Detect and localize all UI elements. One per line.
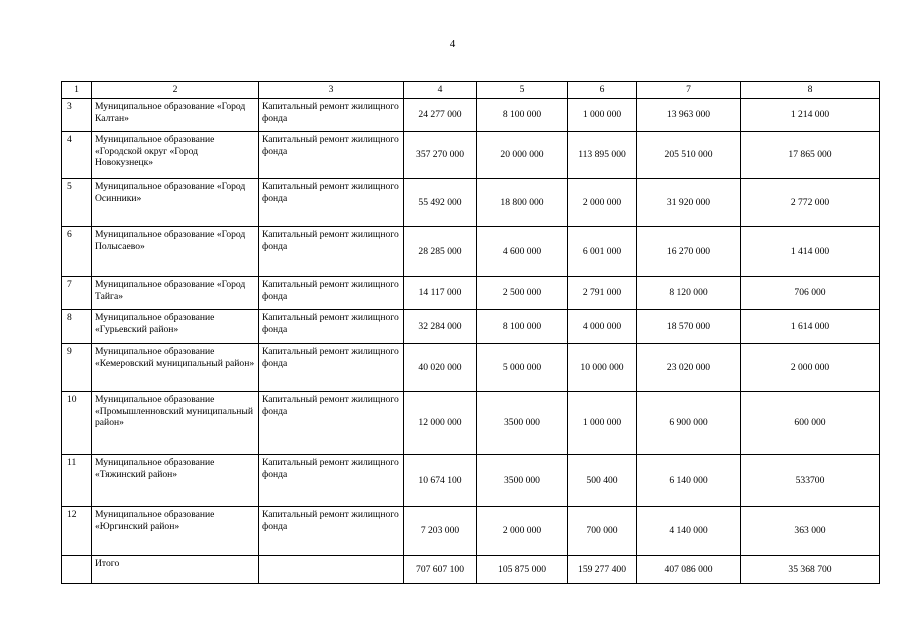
- value-col-4: 40 020 000: [404, 344, 477, 392]
- value-col-7: 8 120 000: [637, 277, 741, 310]
- value-col-7: 16 270 000: [637, 227, 741, 277]
- value-col-6: 500 400: [568, 455, 637, 507]
- value-col-7: 23 020 000: [637, 344, 741, 392]
- value-col-5: 2 000 000: [477, 507, 568, 556]
- value-col-8: 17 865 000: [741, 132, 880, 179]
- row-number: 6: [62, 227, 92, 277]
- value-col-8: 533700: [741, 455, 880, 507]
- value-col-8: 2 772 000: [741, 179, 880, 227]
- page-number: 4: [449, 38, 456, 50]
- value-col-5: 2 500 000: [477, 277, 568, 310]
- value-col-6: 1 000 000: [568, 99, 637, 132]
- table-row: [62, 132, 880, 179]
- row-number: 5: [62, 179, 92, 227]
- value-col-5: 3500 000: [477, 392, 568, 455]
- value-col-5: 20 000 000: [477, 132, 568, 179]
- table-header-row: [62, 82, 880, 99]
- value-col-5: 5 000 000: [477, 344, 568, 392]
- value-col-7: 4 140 000: [637, 507, 741, 556]
- municipality-name: Муниципальное образование «Промышленновский муниципальный район»: [92, 392, 259, 455]
- value-col-7: 13 963 000: [637, 99, 741, 132]
- municipality-name: Муниципальное образование «Кемеровский муниципальный район»: [92, 344, 259, 392]
- table-row: [62, 344, 880, 392]
- row-number: 4: [62, 132, 92, 179]
- budget-table: [61, 81, 880, 584]
- total-col-4: 707 607 100: [404, 556, 477, 584]
- municipality-name: Муниципальное образование «Гурьевский район»: [92, 310, 259, 344]
- value-col-4: 14 117 000: [404, 277, 477, 310]
- value-col-7: 31 920 000: [637, 179, 741, 227]
- header-cell: 7: [637, 82, 741, 99]
- value-col-6: 10 000 000: [568, 344, 637, 392]
- work-type: Капитальный ремонт жилищного фонда: [259, 310, 404, 344]
- value-col-8: 1 214 000: [741, 99, 880, 132]
- value-col-5: 4 600 000: [477, 227, 568, 277]
- value-col-5: 8 100 000: [477, 99, 568, 132]
- municipality-name: Муниципальное образование «Город Калтан»: [92, 99, 259, 132]
- value-col-8: 600 000: [741, 392, 880, 455]
- row-number: 3: [62, 99, 92, 132]
- total-col-6: 159 277 400: [568, 556, 637, 584]
- value-col-4: 10 674 100: [404, 455, 477, 507]
- header-cell: 1: [62, 82, 92, 99]
- value-col-4: 28 285 000: [404, 227, 477, 277]
- table-row: [62, 507, 880, 556]
- value-col-5: 18 800 000: [477, 179, 568, 227]
- work-type: Капитальный ремонт жилищного фонда: [259, 132, 404, 179]
- value-col-6: 2 000 000: [568, 179, 637, 227]
- value-col-7: 6 900 000: [637, 392, 741, 455]
- table-row: [62, 179, 880, 227]
- header-cell: 5: [477, 82, 568, 99]
- work-type: Капитальный ремонт жилищного фонда: [259, 344, 404, 392]
- value-col-6: 700 000: [568, 507, 637, 556]
- total-label: Итого: [92, 556, 259, 584]
- header-cell: 3: [259, 82, 404, 99]
- table-row: [62, 310, 880, 344]
- municipality-name: Муниципальное образование «Город Осинники»: [92, 179, 259, 227]
- row-number: [62, 556, 92, 584]
- value-col-6: 4 000 000: [568, 310, 637, 344]
- total-col-5: 105 875 000: [477, 556, 568, 584]
- municipality-name: Муниципальное образование «Городской округ «Город Новокузнецк»: [92, 132, 259, 179]
- value-col-8: 1 614 000: [741, 310, 880, 344]
- table-row: [62, 392, 880, 455]
- value-col-6: 1 000 000: [568, 392, 637, 455]
- value-col-4: 24 277 000: [404, 99, 477, 132]
- value-col-4: 55 492 000: [404, 179, 477, 227]
- value-col-4: 7 203 000: [404, 507, 477, 556]
- value-col-8: 1 414 000: [741, 227, 880, 277]
- value-col-8: 2 000 000: [741, 344, 880, 392]
- table-row: [62, 99, 880, 132]
- header-cell: 8: [741, 82, 880, 99]
- row-number: 10: [62, 392, 92, 455]
- work-type: Капитальный ремонт жилищного фонда: [259, 179, 404, 227]
- municipality-name: Муниципальное образование «Юргинский район»: [92, 507, 259, 556]
- row-number: 9: [62, 344, 92, 392]
- header-cell: 2: [92, 82, 259, 99]
- value-col-4: 32 284 000: [404, 310, 477, 344]
- header-cell: 6: [568, 82, 637, 99]
- municipality-name: Муниципальное образование «Тяжинский район»: [92, 455, 259, 507]
- value-col-6: 113 895 000: [568, 132, 637, 179]
- row-number: 11: [62, 455, 92, 507]
- work-type: Капитальный ремонт жилищного фонда: [259, 392, 404, 455]
- value-col-6: 6 001 000: [568, 227, 637, 277]
- total-row: [62, 556, 880, 584]
- value-col-5: 8 100 000: [477, 310, 568, 344]
- value-col-7: 205 510 000: [637, 132, 741, 179]
- work-type: Капитальный ремонт жилищного фонда: [259, 99, 404, 132]
- header-cell: 4: [404, 82, 477, 99]
- total-col-8: 35 368 700: [741, 556, 880, 584]
- work-type: Капитальный ремонт жилищного фонда: [259, 227, 404, 277]
- value-col-7: 18 570 000: [637, 310, 741, 344]
- value-col-8: 706 000: [741, 277, 880, 310]
- work-type: Капитальный ремонт жилищного фонда: [259, 507, 404, 556]
- value-col-8: 363 000: [741, 507, 880, 556]
- table-row: [62, 455, 880, 507]
- value-col-7: 6 140 000: [637, 455, 741, 507]
- municipality-name: Муниципальное образование «Город Полысаево»: [92, 227, 259, 277]
- value-col-6: 2 791 000: [568, 277, 637, 310]
- row-number: 12: [62, 507, 92, 556]
- total-col-7: 407 086 000: [637, 556, 741, 584]
- table-row: [62, 277, 880, 310]
- table-row: [62, 227, 880, 277]
- work-type: Капитальный ремонт жилищного фонда: [259, 277, 404, 310]
- work-type: [259, 556, 404, 584]
- value-col-4: 12 000 000: [404, 392, 477, 455]
- value-col-5: 3500 000: [477, 455, 568, 507]
- value-col-4: 357 270 000: [404, 132, 477, 179]
- municipality-name: Муниципальное образование «Город Тайга»: [92, 277, 259, 310]
- row-number: 7: [62, 277, 92, 310]
- row-number: 8: [62, 310, 92, 344]
- work-type: Капитальный ремонт жилищного фонда: [259, 455, 404, 507]
